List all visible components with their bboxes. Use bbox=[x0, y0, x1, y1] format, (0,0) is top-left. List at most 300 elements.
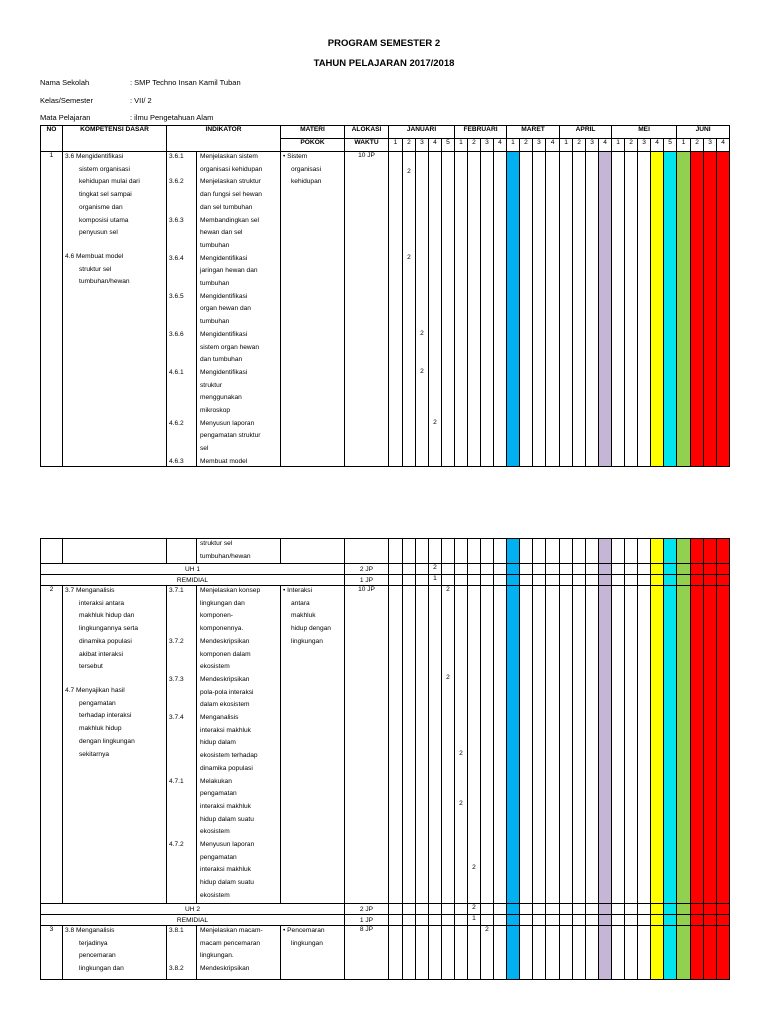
week-header-12: 3 bbox=[533, 139, 546, 152]
remidial1-label: REMIDIAL bbox=[41, 575, 345, 586]
uh1-week-10 bbox=[507, 564, 520, 575]
indikator-code: 3.8.1 bbox=[169, 927, 184, 934]
row1-kd bbox=[63, 152, 167, 467]
remidial2-week-25 bbox=[704, 915, 717, 926]
row1-week-21 bbox=[651, 152, 664, 467]
uh1-week-23 bbox=[677, 564, 691, 575]
remidial1-week-19 bbox=[625, 575, 638, 586]
remidial1-week-8 bbox=[481, 575, 494, 586]
indikator-line: organ hewan dan bbox=[200, 305, 251, 313]
row1-week-6 bbox=[455, 152, 468, 467]
week-mark: 1 bbox=[433, 575, 437, 582]
indikator-line: komponennya. bbox=[200, 625, 244, 633]
remidial2-week-6 bbox=[455, 915, 468, 926]
remidial1-week-16 bbox=[586, 575, 599, 586]
remidial2-week-20 bbox=[638, 915, 651, 926]
week-header-17: 4 bbox=[599, 139, 612, 152]
row3-week-17 bbox=[599, 926, 612, 980]
row3-week-22 bbox=[664, 926, 677, 980]
row2-week-4 bbox=[429, 586, 442, 904]
uh2-week-21 bbox=[651, 904, 664, 915]
row3-week-6 bbox=[455, 926, 468, 980]
row2-materi bbox=[281, 586, 345, 904]
row1-materi bbox=[281, 152, 345, 467]
indikator-line: tumbuhan bbox=[200, 318, 230, 326]
week-header-11: 2 bbox=[520, 139, 533, 152]
indikator-line: pola-pola interaksi bbox=[200, 688, 254, 696]
uh2-week-18 bbox=[612, 904, 625, 915]
remidial2-week-19 bbox=[625, 915, 638, 926]
month-juni: JUNI bbox=[677, 126, 730, 139]
week-header-18: 1 bbox=[612, 139, 625, 152]
indikator-code: 4.7.1 bbox=[169, 777, 184, 785]
row1-week-3 bbox=[416, 152, 429, 467]
kd-line: lingkungan dan bbox=[79, 965, 124, 973]
uh1-week-8 bbox=[481, 564, 494, 575]
month-januari: JANUARI bbox=[389, 126, 455, 139]
week-header-24: 2 bbox=[691, 139, 704, 152]
row2-week-2 bbox=[403, 586, 416, 904]
p2cont-week-10 bbox=[507, 539, 520, 564]
indikator-line: komponen- bbox=[200, 612, 233, 620]
remidial1-week-7 bbox=[468, 575, 481, 586]
uh2-week-1 bbox=[389, 904, 403, 915]
row2-week-6 bbox=[455, 586, 468, 904]
row2-week-15 bbox=[573, 586, 586, 904]
remidial1-week-4 bbox=[429, 575, 442, 586]
remidial2-week-18 bbox=[612, 915, 625, 926]
indikator-line: menggunakan bbox=[200, 394, 242, 402]
indikator-line: tumbuhan bbox=[200, 280, 230, 287]
week-header-22: 5 bbox=[664, 139, 677, 152]
row2-kd bbox=[63, 586, 167, 904]
p2cont-week-9 bbox=[494, 539, 507, 564]
week-header-10: 1 bbox=[507, 139, 520, 152]
kd-line: dengan lingkungan bbox=[79, 737, 135, 745]
kd-line: 3.8 Menganalisis bbox=[65, 927, 115, 934]
indikator-code: 3.6.3 bbox=[169, 216, 184, 224]
row1-week-25 bbox=[704, 152, 717, 467]
row1-week-20 bbox=[638, 152, 651, 467]
kd-line: sekitarnya bbox=[79, 750, 110, 758]
p2cont-week-4 bbox=[429, 539, 442, 564]
uh1-week-13 bbox=[546, 564, 560, 575]
kd-line: 4.7 Menyajikan hasil bbox=[65, 687, 125, 694]
remidial1-week-11 bbox=[520, 575, 533, 586]
row2-week-8 bbox=[481, 586, 494, 904]
week-header-15: 2 bbox=[573, 139, 586, 152]
remidial1-week-23 bbox=[677, 575, 691, 586]
p2cont-week-14 bbox=[560, 539, 573, 564]
indikator-code: 4.7.2 bbox=[169, 841, 184, 848]
p2cont-week-12 bbox=[533, 539, 546, 564]
indikator-code: 3.7.4 bbox=[169, 714, 184, 721]
remidial2-week-9 bbox=[494, 915, 507, 926]
row2-week-7 bbox=[468, 586, 481, 904]
row3-week-14 bbox=[560, 926, 573, 980]
header-alokasi-2: WAKTU bbox=[345, 139, 389, 152]
kd-line: 3.7 Menganalisis bbox=[65, 587, 115, 594]
materi-line: • Sistem bbox=[283, 153, 308, 160]
uh1-week-20 bbox=[638, 564, 651, 575]
remidial1-week-17 bbox=[599, 575, 612, 586]
month-mei: MEI bbox=[612, 126, 677, 139]
kd-line: penyusun sel bbox=[79, 229, 118, 237]
uh1-week-2 bbox=[403, 564, 416, 575]
indikator-code: 3.7.1 bbox=[169, 587, 184, 594]
kd-line: komposisi utama bbox=[79, 216, 129, 224]
indikator-line: interaksi makhluk bbox=[200, 866, 251, 874]
uh1-jp: 2 JP bbox=[345, 564, 389, 575]
uh1-week-3 bbox=[416, 564, 429, 575]
row2-week-12 bbox=[533, 586, 546, 904]
remidial2-week-3 bbox=[416, 915, 429, 926]
materi-line: kehidupan bbox=[291, 178, 322, 186]
row2-ind-text bbox=[197, 586, 281, 904]
kd-line: makhluk hidup bbox=[79, 725, 122, 733]
uh2-week-8 bbox=[481, 904, 494, 915]
row2-week-1 bbox=[389, 586, 403, 904]
indikator-line: dan sel tumbuhan bbox=[200, 203, 253, 211]
indikator-line: hidup dalam suatu bbox=[200, 815, 254, 823]
materi-line: • Pencemaran bbox=[283, 927, 325, 934]
row2-ind-codes bbox=[167, 586, 197, 904]
uh1-week-17 bbox=[599, 564, 612, 575]
row2-week-23 bbox=[677, 586, 691, 904]
indikator-line: sistem organ hewan bbox=[200, 343, 260, 351]
month-maret: MARET bbox=[507, 126, 560, 139]
indikator-code: 3.6.5 bbox=[169, 292, 184, 300]
header-no: NO bbox=[41, 126, 63, 152]
p2cont-week-13 bbox=[546, 539, 560, 564]
kd-line: terjadinya bbox=[79, 939, 108, 947]
row1-week-8 bbox=[481, 152, 494, 467]
indikator-line: Menyusun laporan bbox=[200, 419, 255, 427]
week-mark: 2 bbox=[420, 330, 424, 337]
row3-week-2 bbox=[403, 926, 416, 980]
row3-week-18 bbox=[612, 926, 625, 980]
remidial2-week-23 bbox=[677, 915, 691, 926]
row3-ind-codes bbox=[167, 926, 197, 980]
row1-week-17 bbox=[599, 152, 612, 467]
row2-week-17 bbox=[599, 586, 612, 904]
uh1-week-21 bbox=[651, 564, 664, 575]
row1-ind-codes bbox=[167, 152, 197, 467]
row3-week-25 bbox=[704, 926, 717, 980]
week-mark: 2 bbox=[420, 368, 424, 375]
header-indikator: INDIKATOR bbox=[167, 126, 281, 152]
row2-week-19 bbox=[625, 586, 638, 904]
remidial1-week-10 bbox=[507, 575, 520, 586]
indikator-code: 3.6.4 bbox=[169, 254, 184, 262]
indikator-line: Membandingkan sel bbox=[200, 216, 260, 224]
remidial2-week-4 bbox=[429, 915, 442, 926]
indikator-line: dan tumbuhan bbox=[200, 356, 243, 364]
row2-week-26 bbox=[717, 586, 730, 904]
remidial2-week-15 bbox=[573, 915, 586, 926]
remidial2-week-16 bbox=[586, 915, 599, 926]
row3-week-7 bbox=[468, 926, 481, 980]
uh2-week-16 bbox=[586, 904, 599, 915]
row1-week-4 bbox=[429, 152, 442, 467]
row1-week-22 bbox=[664, 152, 677, 467]
row1-week-5 bbox=[442, 152, 455, 467]
indikator-line: jaringan hewan dan bbox=[200, 267, 258, 275]
meta-school: Nama Sekolah : SMP Techno Insan Kamil Tuban bbox=[40, 78, 241, 87]
row3-no: 3 bbox=[41, 926, 63, 980]
row1-week-1 bbox=[389, 152, 403, 467]
p2cont-week-3 bbox=[416, 539, 429, 564]
week-header-6: 1 bbox=[455, 139, 468, 152]
uh2-week-9 bbox=[494, 904, 507, 915]
remidial1-week-5 bbox=[442, 575, 455, 586]
meta-subject: Mata Pelajaran : ilmu Pengetahuan Alam bbox=[40, 113, 214, 122]
uh1-week-19 bbox=[625, 564, 638, 575]
week-header-23: 1 bbox=[677, 139, 691, 152]
indikator-code: 3.6.1 bbox=[169, 153, 184, 160]
indikator-code: 3.6.2 bbox=[169, 178, 184, 186]
row1-no: 1 bbox=[41, 152, 63, 467]
p2cont-week-23 bbox=[677, 539, 691, 564]
week-mark: 2 bbox=[407, 168, 411, 175]
indikator-line: ekosistem bbox=[200, 663, 230, 671]
uh1-week-1 bbox=[389, 564, 403, 575]
uh1-week-18 bbox=[612, 564, 625, 575]
indikator-line: lingkungan dan bbox=[200, 599, 245, 607]
row3-week-4 bbox=[429, 926, 442, 980]
uh1-week-16 bbox=[586, 564, 599, 575]
row3-week-21 bbox=[651, 926, 664, 980]
materi-line: lingkungan bbox=[291, 637, 323, 645]
row3-week-23 bbox=[677, 926, 691, 980]
row3-week-9 bbox=[494, 926, 507, 980]
indikator-line: hidup dalam bbox=[200, 739, 236, 747]
indikator-line: Mendeskripsikan bbox=[200, 675, 250, 683]
p2cont-week-24 bbox=[691, 539, 704, 564]
indikator-code: 3.7.3 bbox=[169, 675, 184, 683]
uh1-week-9 bbox=[494, 564, 507, 575]
row1-week-9 bbox=[494, 152, 507, 467]
week-mark: 2 bbox=[407, 254, 411, 261]
p2cont-week-2 bbox=[403, 539, 416, 564]
row3-week-13 bbox=[546, 926, 560, 980]
meta-class: Kelas/Semester : VII/ 2 bbox=[40, 96, 152, 105]
uh2-week-4 bbox=[429, 904, 442, 915]
uh2-week-25 bbox=[704, 904, 717, 915]
remidial1-week-21 bbox=[651, 575, 664, 586]
row3-week-11 bbox=[520, 926, 533, 980]
indikator-code: 3.7.2 bbox=[169, 637, 184, 645]
indikator-line: struktur bbox=[200, 381, 222, 389]
p2cont-week-20 bbox=[638, 539, 651, 564]
uh1-week-12 bbox=[533, 564, 546, 575]
row3-week-20 bbox=[638, 926, 651, 980]
header-materi-2: POKOK bbox=[281, 139, 345, 152]
header-kd: KOMPETENSI DASAR bbox=[63, 126, 167, 152]
indikator-line: Mengidentifikasi bbox=[200, 330, 248, 338]
uh2-week-17 bbox=[599, 904, 612, 915]
indikator-line: Membuat model bbox=[200, 457, 248, 465]
row3-week-5 bbox=[442, 926, 455, 980]
indikator-line: dinamika populasi bbox=[200, 764, 253, 772]
kd-line: pengamatan bbox=[79, 699, 116, 707]
materi-line: antara bbox=[291, 599, 310, 607]
p2cont-week-1 bbox=[389, 539, 403, 564]
uh2-week-20 bbox=[638, 904, 651, 915]
row2-week-13 bbox=[546, 586, 560, 904]
p2cont-week-26 bbox=[717, 539, 730, 564]
uh2-week-19 bbox=[625, 904, 638, 915]
remidial2-week-8 bbox=[481, 915, 494, 926]
p2cont-week-16 bbox=[586, 539, 599, 564]
indikator-line: lingkungan. bbox=[200, 952, 234, 960]
uh2-jp: 2 JP bbox=[345, 904, 389, 915]
indikator-line: Menjelaskan sistem bbox=[200, 153, 258, 160]
uh2-week-26 bbox=[717, 904, 730, 915]
uh2-week-2 bbox=[403, 904, 416, 915]
remidial2-week-12 bbox=[533, 915, 546, 926]
indikator-line: ekosistem bbox=[200, 891, 230, 899]
indikator-line: ekosistem terhadap bbox=[200, 752, 258, 760]
indikator-code: 3.8.2 bbox=[169, 965, 184, 973]
row1-week-23 bbox=[677, 152, 691, 467]
row1-week-13 bbox=[546, 152, 560, 467]
row3-week-10 bbox=[507, 926, 520, 980]
kd-line: terhadap interaksi bbox=[79, 712, 132, 720]
p2cont-week-17 bbox=[599, 539, 612, 564]
materi-line: hidup dengan bbox=[291, 625, 331, 633]
indikator-line: Mendeskripsikan bbox=[200, 637, 250, 645]
row1-week-15 bbox=[573, 152, 586, 467]
row1-week-18 bbox=[612, 152, 625, 467]
uh2-week-10 bbox=[507, 904, 520, 915]
remidial2-week-10 bbox=[507, 915, 520, 926]
remidial1-week-25 bbox=[704, 575, 717, 586]
week-header-26: 4 bbox=[717, 139, 730, 152]
indikator-line: macam pencemaran bbox=[200, 939, 261, 947]
remidial1-jp: 1 JP bbox=[345, 575, 389, 586]
week-mark: 2 bbox=[459, 800, 463, 807]
remidial2-week-2 bbox=[403, 915, 416, 926]
uh2-week-3 bbox=[416, 904, 429, 915]
remidial1-week-20 bbox=[638, 575, 651, 586]
indikator-line: Menganalisis bbox=[200, 714, 239, 721]
uh2-week-12 bbox=[533, 904, 546, 915]
week-header-20: 3 bbox=[638, 139, 651, 152]
remidial1-week-15 bbox=[573, 575, 586, 586]
p2cont-week-11 bbox=[520, 539, 533, 564]
row3-week-3 bbox=[416, 926, 429, 980]
remidial1-week-26 bbox=[717, 575, 730, 586]
p2-cont-text bbox=[197, 539, 281, 564]
indikator-line: dan fungsi sel hewan bbox=[200, 191, 262, 199]
uh1-label: UH 1 bbox=[41, 564, 345, 575]
kd-line: dinamika populasi bbox=[79, 637, 132, 645]
indikator-line: Mendeskripsikan bbox=[200, 965, 250, 973]
indikator-line: Menjelaskan macam- bbox=[200, 927, 263, 934]
indikator-line: tumbuhan bbox=[200, 241, 230, 249]
remidial2-jp: 1 JP bbox=[345, 915, 389, 926]
row2-week-20 bbox=[638, 586, 651, 904]
materi-line: lingkungan bbox=[291, 939, 323, 947]
materi-line: organisasi bbox=[291, 165, 322, 173]
row1-week-14 bbox=[560, 152, 573, 467]
remidial1-week-13 bbox=[546, 575, 560, 586]
week-header-7: 2 bbox=[468, 139, 481, 152]
remidial2-week-5 bbox=[442, 915, 455, 926]
week-mark: 1 bbox=[472, 915, 476, 922]
indikator-line: komponen dalam bbox=[200, 650, 251, 658]
remidial2-week-17 bbox=[599, 915, 612, 926]
uh2-week-13 bbox=[546, 904, 560, 915]
remidial2-label: REMIDIAL bbox=[41, 915, 345, 926]
uh2-week-11 bbox=[520, 904, 533, 915]
p2cont-week-21 bbox=[651, 539, 664, 564]
indikator-line: ekosistem bbox=[200, 828, 230, 836]
remidial1-week-6 bbox=[455, 575, 468, 586]
indikator-line: Menyusun laporan bbox=[200, 841, 255, 848]
uh1-week-15 bbox=[573, 564, 586, 575]
remidial1-week-12 bbox=[533, 575, 546, 586]
week-header-21: 4 bbox=[651, 139, 664, 152]
p2cont-week-8 bbox=[481, 539, 494, 564]
indikator-line: hidup dalam suatu bbox=[200, 879, 254, 887]
week-header-2: 2 bbox=[403, 139, 416, 152]
uh2-week-23 bbox=[677, 904, 691, 915]
week-header-19: 2 bbox=[625, 139, 638, 152]
indikator-line: Mengidentifikasi bbox=[200, 368, 248, 376]
kd-line: tingkat sel sampai bbox=[79, 191, 132, 199]
row3-week-12 bbox=[533, 926, 546, 980]
remidial1-week-22 bbox=[664, 575, 677, 586]
row1-week-2 bbox=[403, 152, 416, 467]
row1-week-7 bbox=[468, 152, 481, 467]
row1-week-16 bbox=[586, 152, 599, 467]
week-header-14: 1 bbox=[560, 139, 573, 152]
indikator-line: hewan dan sel bbox=[200, 229, 243, 237]
indikator-line: pengamatan bbox=[200, 790, 237, 798]
row1-week-12 bbox=[533, 152, 546, 467]
materi-line: • Interaksi bbox=[283, 587, 313, 594]
row3-ind-text bbox=[197, 926, 281, 980]
week-mark: 2 bbox=[446, 586, 450, 593]
remidial2-week-21 bbox=[651, 915, 664, 926]
remidial1-week-24 bbox=[691, 575, 704, 586]
kd-line: akibat interaksi bbox=[79, 650, 123, 658]
kd-line: lingkungannya serta bbox=[79, 625, 139, 633]
week-mark: 2 bbox=[485, 926, 489, 933]
remidial2-week-26 bbox=[717, 915, 730, 926]
indikator-code: 4.6.3 bbox=[169, 457, 184, 465]
row3-week-1 bbox=[389, 926, 403, 980]
indikator-code: 4.6.1 bbox=[169, 368, 184, 376]
uh1-week-4 bbox=[429, 564, 442, 575]
row3-week-19 bbox=[625, 926, 638, 980]
uh1-week-11 bbox=[520, 564, 533, 575]
remidial1-week-2 bbox=[403, 575, 416, 586]
row3-kd bbox=[63, 926, 167, 980]
indikator-line: interaksi makhluk bbox=[200, 802, 251, 810]
uh2-week-14 bbox=[560, 904, 573, 915]
uh1-week-7 bbox=[468, 564, 481, 575]
remidial1-week-14 bbox=[560, 575, 573, 586]
row2-alokasi: 10 JP bbox=[345, 586, 389, 904]
row1-week-19 bbox=[625, 152, 638, 467]
row2-week-10 bbox=[507, 586, 520, 904]
remidial1-week-18 bbox=[612, 575, 625, 586]
uh1-week-26 bbox=[717, 564, 730, 575]
header-alokasi-1: ALOKASI bbox=[345, 126, 389, 139]
